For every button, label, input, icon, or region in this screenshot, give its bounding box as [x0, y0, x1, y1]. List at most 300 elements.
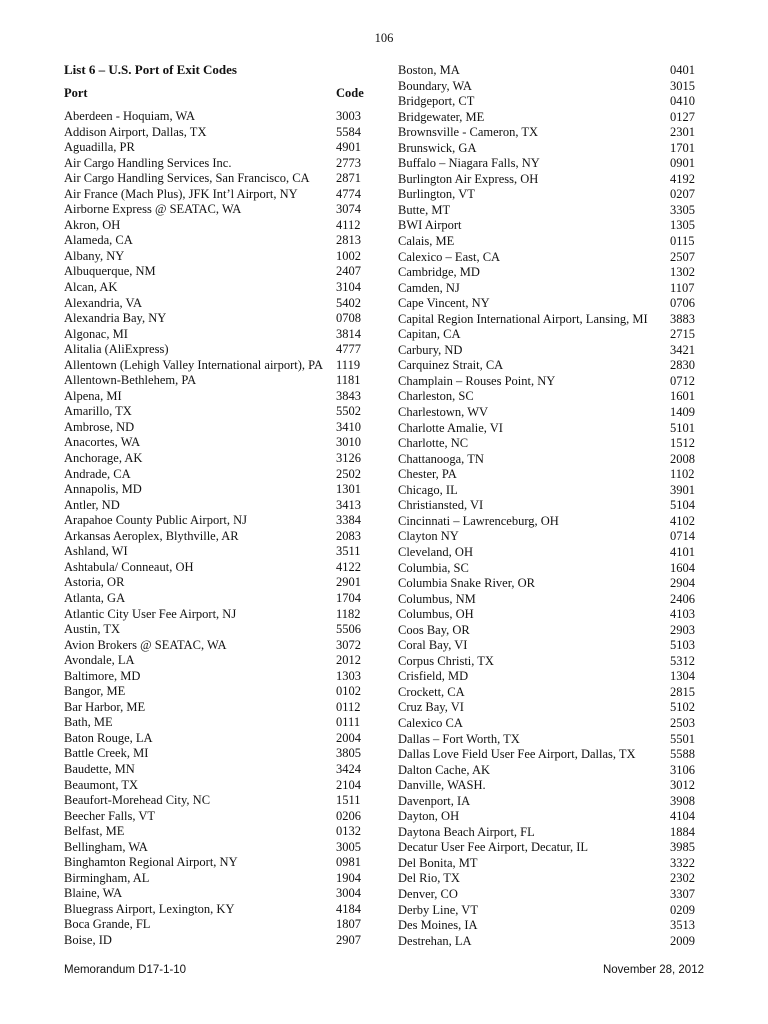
port-name: Columbia, SC — [398, 560, 469, 575]
port-code: 3421 — [670, 342, 695, 357]
port-row — [398, 825, 698, 841]
port-row — [64, 840, 364, 856]
port-name: Amarillo, TX — [64, 404, 132, 419]
port-name: Cincinnati – Lawrenceburg, OH — [398, 513, 559, 528]
port-code: 3015 — [670, 78, 695, 93]
port-code: 0981 — [336, 855, 361, 870]
port-row — [64, 560, 364, 576]
port-code: 3410 — [336, 419, 361, 434]
port-name: Andrade, CA — [64, 466, 131, 481]
port-name: Coral Bay, VI — [398, 638, 468, 653]
port-row — [398, 498, 698, 514]
port-row — [398, 716, 698, 732]
port-row — [398, 669, 698, 685]
port-name: Chester, PA — [398, 467, 457, 482]
port-code: 0102 — [336, 684, 361, 699]
port-code: 5312 — [670, 653, 695, 668]
port-row — [64, 762, 364, 778]
port-name: Beecher Falls, VT — [64, 808, 156, 823]
port-code: 1304 — [670, 669, 695, 684]
port-name: Boston, MA — [398, 63, 460, 77]
port-code: 5506 — [336, 622, 361, 637]
port-row — [64, 125, 364, 141]
port-code: 3322 — [670, 855, 695, 870]
port-row — [64, 622, 364, 638]
port-code: 0708 — [336, 311, 361, 326]
port-row — [398, 685, 698, 701]
port-code: 2104 — [336, 777, 361, 792]
port-row — [398, 79, 698, 95]
port-row — [398, 234, 698, 250]
port-code: 1305 — [670, 218, 695, 233]
port-name: Aberdeen - Hoquiam, WA — [64, 109, 195, 123]
port-row — [398, 156, 698, 172]
port-code: 1884 — [670, 824, 695, 839]
port-code: 4777 — [336, 342, 361, 357]
port-row — [64, 482, 364, 498]
port-code: 3814 — [336, 326, 361, 341]
port-row — [64, 202, 364, 218]
port-name: Corpus Christi, TX — [398, 653, 494, 668]
port-row — [398, 405, 698, 421]
port-row — [398, 63, 698, 79]
port-row — [398, 296, 698, 312]
left-port-list — [64, 109, 364, 949]
port-code: 2901 — [336, 575, 361, 590]
port-name: Boca Grande, FL — [64, 917, 151, 932]
port-name: Dallas – Fort Worth, TX — [398, 731, 520, 746]
port-code: 1107 — [670, 280, 695, 295]
port-code: 2830 — [670, 358, 695, 373]
port-name: Baudette, MN — [64, 761, 135, 776]
port-row — [64, 249, 364, 265]
port-code: 3305 — [670, 202, 695, 217]
port-code: 2904 — [670, 576, 695, 591]
port-name: Ashland, WI — [64, 544, 128, 559]
port-name: Capital Region International Airport, Lansing, MI — [398, 311, 648, 326]
port-row — [64, 404, 364, 420]
port-row — [398, 374, 698, 390]
port-name: Del Bonita, MT — [398, 855, 478, 870]
port-code: 3104 — [336, 280, 361, 295]
footer-date: November 28, 2012 — [602, 964, 704, 976]
port-name: Cambridge, MD — [398, 265, 480, 280]
port-code: 3012 — [670, 778, 695, 793]
port-code: 2502 — [336, 466, 361, 481]
port-row — [398, 576, 698, 592]
port-name: Butte, MT — [398, 202, 451, 217]
port-name: Del Rio, TX — [398, 871, 460, 886]
port-name: Atlantic City User Fee Airport, NJ — [64, 606, 237, 621]
port-code: 1701 — [670, 140, 695, 155]
port-code: 3513 — [670, 918, 695, 933]
port-name: Champlain – Rouses Point, NY — [398, 373, 556, 388]
port-name: Antler, ND — [64, 497, 120, 512]
port-name: Alameda, CA — [64, 233, 133, 248]
port-code: 1511 — [336, 793, 361, 808]
port-code: 3106 — [670, 762, 695, 777]
port-code: 2871 — [336, 171, 361, 186]
port-name: Denver, CO — [398, 886, 458, 901]
port-row — [64, 746, 364, 762]
port-row — [398, 265, 698, 281]
port-row — [64, 778, 364, 794]
port-row — [64, 233, 364, 249]
port-name: Buffalo – Niagara Falls, NY — [398, 156, 540, 171]
port-name: Camden, NJ — [398, 280, 460, 295]
port-row — [64, 498, 364, 514]
port-name: Bridgewater, ME — [398, 109, 485, 124]
port-code: 4192 — [670, 171, 695, 186]
port-row — [64, 264, 364, 280]
port-row — [398, 700, 698, 716]
port-name: Columbus, NM — [398, 591, 476, 606]
port-name: Alitalia (AliExpress) — [64, 342, 169, 357]
port-row — [64, 544, 364, 560]
port-name: Burlington, VT — [398, 187, 475, 202]
port-code: 2301 — [670, 125, 695, 140]
port-code: 0127 — [670, 109, 695, 124]
port-row — [64, 109, 364, 125]
port-name: Binghamton Regional Airport, NY — [64, 855, 238, 870]
port-name: Ashtabula/ Conneaut, OH — [64, 559, 194, 574]
port-row — [398, 840, 698, 856]
port-row — [64, 451, 364, 467]
port-code: 3010 — [336, 435, 361, 450]
port-code: 3413 — [336, 497, 361, 512]
port-name: Bangor, ME — [64, 684, 126, 699]
port-name: Air Cargo Handling Services, San Francisco, CA — [64, 171, 310, 186]
port-code: 3424 — [336, 761, 361, 776]
right-port-list — [398, 63, 698, 949]
port-row — [398, 934, 698, 950]
list-title: List 6 – U.S. Port of Exit Codes — [64, 62, 237, 77]
port-name: Astoria, OR — [64, 575, 125, 590]
port-row — [64, 700, 364, 716]
port-code: 5502 — [336, 404, 361, 419]
port-code: 4104 — [670, 809, 695, 824]
port-name: Carquinez Strait, CA — [398, 358, 504, 373]
port-row — [398, 312, 698, 328]
port-name: Columbus, OH — [398, 607, 474, 622]
port-code: 3985 — [670, 840, 695, 855]
port-row — [398, 358, 698, 374]
port-code: 5103 — [670, 638, 695, 653]
port-row — [398, 918, 698, 934]
port-row — [398, 141, 698, 157]
port-name: Air France (Mach Plus), JFK Int’l Airport, NY — [64, 186, 298, 201]
port-code: 2503 — [670, 715, 695, 730]
port-row — [398, 607, 698, 623]
port-code: 3805 — [336, 746, 361, 761]
port-row — [64, 855, 364, 871]
port-row — [398, 218, 698, 234]
port-name: Dallas Love Field User Fee Airport, Dallas, TX — [398, 747, 636, 762]
port-name: Air Cargo Handling Services Inc. — [64, 155, 232, 170]
port-row — [64, 467, 364, 483]
port-row — [64, 653, 364, 669]
port-code: 2407 — [336, 264, 361, 279]
port-row — [398, 187, 698, 203]
port-name: Boise, ID — [64, 932, 112, 947]
port-code: 1181 — [336, 373, 361, 388]
port-name: Arkansas Aeroplex, Blythville, AR — [64, 528, 239, 543]
port-name: Brownsville - Cameron, TX — [398, 125, 539, 140]
port-name: Clayton NY — [398, 529, 459, 544]
port-code: 1102 — [670, 467, 695, 482]
port-code: 0115 — [670, 234, 695, 249]
port-row — [64, 327, 364, 343]
port-row — [64, 607, 364, 623]
port-name: Beaumont, TX — [64, 777, 139, 792]
port-name: Charlestown, WV — [398, 405, 489, 420]
port-row — [64, 140, 364, 156]
port-code: 0206 — [336, 808, 361, 823]
port-code: 0401 — [670, 63, 695, 77]
port-name: Columbia Snake River, OR — [398, 576, 535, 591]
port-name: Dalton Cache, AK — [398, 762, 490, 777]
port-name: Alcan, AK — [64, 280, 118, 295]
port-code: 0410 — [670, 94, 695, 109]
port-name: Aguadilla, PR — [64, 140, 135, 155]
port-code: 2903 — [670, 622, 695, 637]
port-name: Beaufort-Morehead City, NC — [64, 793, 211, 808]
port-code: 0111 — [336, 715, 361, 730]
port-name: Alexandria, VA — [64, 295, 142, 310]
port-row — [398, 125, 698, 141]
port-code: 5402 — [336, 295, 361, 310]
port-name: Alexandria Bay, NY — [64, 311, 167, 326]
port-code: 1409 — [670, 405, 695, 420]
port-code: 3126 — [336, 451, 361, 466]
port-name: Chattanooga, TN — [398, 451, 484, 466]
port-name: Anacortes, WA — [64, 435, 141, 450]
port-code: 2907 — [336, 932, 361, 947]
port-row — [398, 545, 698, 561]
port-code: 4184 — [336, 901, 361, 916]
port-code: 1601 — [670, 389, 695, 404]
port-row — [398, 763, 698, 779]
port-code: 3003 — [336, 109, 361, 123]
port-row — [398, 452, 698, 468]
port-name: Blaine, WA — [64, 886, 123, 901]
port-code: 5102 — [670, 700, 695, 715]
port-name: Arapahoe County Public Airport, NJ — [64, 513, 247, 528]
port-row — [64, 591, 364, 607]
port-name: Atlanta, GA — [64, 590, 126, 605]
port-name: Brunswick, GA — [398, 140, 477, 155]
port-code: 5588 — [670, 747, 695, 762]
port-code: 1302 — [670, 265, 695, 280]
port-row — [398, 250, 698, 266]
port-row — [398, 389, 698, 405]
port-name: Burlington Air Express, OH — [398, 171, 539, 186]
port-code: 5101 — [670, 420, 695, 435]
port-code: 1182 — [336, 606, 361, 621]
port-row — [398, 778, 698, 794]
port-row — [398, 887, 698, 903]
port-row — [398, 732, 698, 748]
port-name: Avondale, LA — [64, 653, 135, 668]
port-row — [398, 623, 698, 639]
port-code: 2008 — [670, 451, 695, 466]
port-row — [64, 513, 364, 529]
port-code: 5501 — [670, 731, 695, 746]
port-name: Alpena, MI — [64, 388, 122, 403]
port-name: Algonac, MI — [64, 326, 128, 341]
port-name: Capitan, CA — [398, 327, 461, 342]
port-code: 1301 — [336, 482, 361, 497]
port-name: Boundary, WA — [398, 78, 472, 93]
port-row — [64, 187, 364, 203]
port-code: 1704 — [336, 590, 361, 605]
port-name: Allentown (Lehigh Valley International airport), PA — [64, 357, 323, 372]
port-row — [398, 483, 698, 499]
port-row — [398, 436, 698, 452]
port-name: Daytona Beach Airport, FL — [398, 824, 535, 839]
port-name: Derby Line, VT — [398, 902, 478, 917]
port-row — [64, 342, 364, 358]
port-code: 4112 — [336, 217, 361, 232]
port-row — [64, 311, 364, 327]
port-row — [64, 793, 364, 809]
port-row — [64, 824, 364, 840]
port-name: Belfast, ME — [64, 824, 125, 839]
port-name: Baltimore, MD — [64, 668, 141, 683]
port-row — [64, 358, 364, 374]
port-name: Crockett, CA — [398, 684, 465, 699]
port-code: 4103 — [670, 607, 695, 622]
port-code: 1807 — [336, 917, 361, 932]
port-code: 2009 — [670, 933, 695, 948]
port-code: 2406 — [670, 591, 695, 606]
port-row — [398, 903, 698, 919]
port-row — [398, 172, 698, 188]
port-row — [398, 638, 698, 654]
port-row — [64, 917, 364, 933]
port-name: Destrehan, LA — [398, 933, 472, 948]
port-code: 2302 — [670, 871, 695, 886]
port-code: 3901 — [670, 482, 695, 497]
port-code: 0132 — [336, 824, 361, 839]
port-name: Charlotte Amalie, VI — [398, 420, 503, 435]
code-column-header: Code — [336, 86, 364, 100]
port-row — [398, 421, 698, 437]
port-row — [64, 731, 364, 747]
port-name: Bar Harbor, ME — [64, 699, 146, 714]
port-row — [64, 296, 364, 312]
port-row — [64, 575, 364, 591]
port-name: Cleveland, OH — [398, 544, 473, 559]
port-code: 2004 — [336, 730, 361, 745]
port-row — [64, 435, 364, 451]
port-row — [398, 281, 698, 297]
port-code: 5104 — [670, 498, 695, 513]
port-row — [64, 218, 364, 234]
port-name: Bellingham, WA — [64, 839, 148, 854]
port-row — [64, 669, 364, 685]
port-name: Charleston, SC — [398, 389, 474, 404]
port-code: 4774 — [336, 186, 361, 201]
port-code: 4901 — [336, 140, 361, 155]
port-column-header: Port — [64, 86, 88, 100]
port-name: BWI Airport — [398, 218, 462, 233]
port-name: Calais, ME — [398, 234, 455, 249]
port-code: 4102 — [670, 513, 695, 528]
port-code: 2813 — [336, 233, 361, 248]
port-name: Cape Vincent, NY — [398, 296, 490, 311]
port-row — [64, 871, 364, 887]
footer-memorandum: Memorandum D17-1-10 — [64, 964, 187, 976]
port-name: Ambrose, ND — [64, 419, 135, 434]
port-name: Battle Creek, MI — [64, 746, 149, 761]
port-name: Birmingham, AL — [64, 870, 150, 885]
port-name: Christiansted, VI — [398, 498, 484, 513]
port-row — [64, 171, 364, 187]
port-code: 2012 — [336, 653, 361, 668]
port-row — [64, 715, 364, 731]
port-code: 3384 — [336, 513, 361, 528]
port-row — [398, 327, 698, 343]
port-code: 3072 — [336, 637, 361, 652]
port-row — [398, 110, 698, 126]
port-row — [64, 902, 364, 918]
port-name: Airborne Express @ SEATAC, WA — [64, 202, 242, 217]
port-name: Charlotte, NC — [398, 436, 469, 451]
port-code: 2507 — [670, 249, 695, 264]
port-name: Allentown-Bethlehem, PA — [64, 373, 197, 388]
port-code: 3883 — [670, 311, 695, 326]
port-row — [64, 280, 364, 296]
port-name: Albany, NY — [64, 248, 125, 263]
port-code: 1512 — [670, 436, 695, 451]
port-code: 2083 — [336, 528, 361, 543]
port-row — [398, 561, 698, 577]
port-name: Bluegrass Airport, Lexington, KY — [64, 901, 235, 916]
port-row — [64, 156, 364, 172]
port-name: Cruz Bay, VI — [398, 700, 464, 715]
port-row — [398, 467, 698, 483]
port-row — [64, 420, 364, 436]
port-code: 2715 — [670, 327, 695, 342]
port-name: Dayton, OH — [398, 809, 460, 824]
port-row — [398, 809, 698, 825]
port-row — [398, 747, 698, 763]
port-name: Bath, ME — [64, 715, 113, 730]
port-name: Bridgeport, CT — [398, 94, 475, 109]
port-name: Coos Bay, OR — [398, 622, 470, 637]
port-name: Avion Brokers @ SEATAC, WA — [64, 637, 227, 652]
port-row — [398, 529, 698, 545]
port-code: 1119 — [336, 357, 361, 372]
port-name: Annapolis, MD — [64, 482, 142, 497]
port-row — [398, 94, 698, 110]
port-code: 3004 — [336, 886, 361, 901]
port-code: 0714 — [670, 529, 695, 544]
port-row — [64, 684, 364, 700]
port-row — [64, 886, 364, 902]
port-row — [64, 373, 364, 389]
port-name: Albuquerque, NM — [64, 264, 156, 279]
port-name: Des Moines, IA — [398, 918, 478, 933]
port-name: Decatur User Fee Airport, Decatur, IL — [398, 840, 589, 855]
port-code: 0901 — [670, 156, 695, 171]
port-code: 1002 — [336, 248, 361, 263]
port-code: 0112 — [336, 699, 361, 714]
port-row — [64, 638, 364, 654]
port-code: 0209 — [670, 902, 695, 917]
page-number: 106 — [374, 31, 394, 45]
